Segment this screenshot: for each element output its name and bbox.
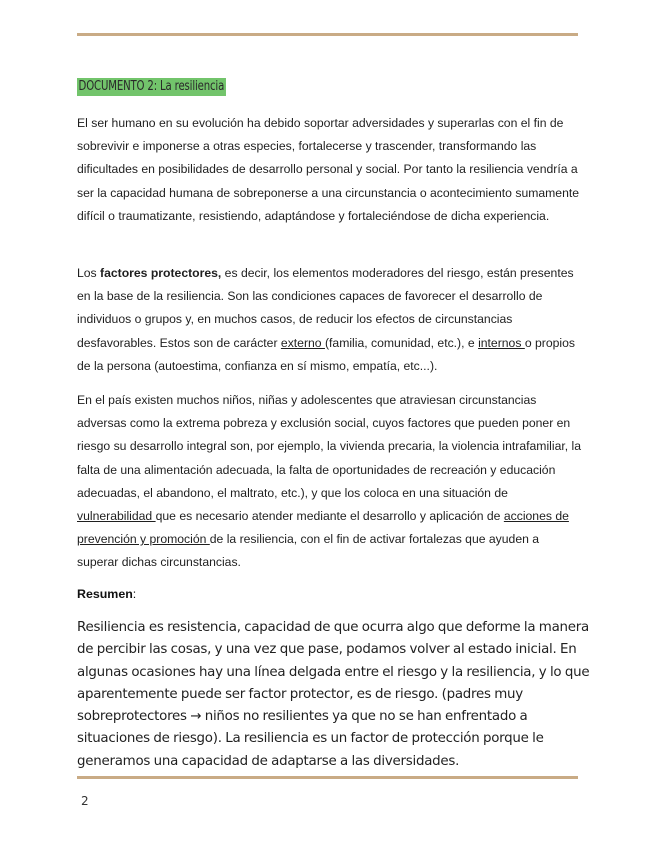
header-rule [77,33,578,36]
p2-text-g: o propios de la persona (autoestima, confianza en sí mismo, empatía, etc...). [77,335,575,373]
p2-text-c: es decir, los elementos moderadores del riesgo, están presentes en la base de la resiliencia. Son las condiciones capaces de favorecer el desarrollo de individuos o grupos y, en muchos casos, de reducir los efectos de circunstancias desfavorables. Estos son de carácter [77,266,574,350]
paragraph-1: El ser humano en su evolución ha debido soportar adversidades y superarlas con el fin de sobrevivir e imponerse a otras especies, fortalecerse y trascender, transformando las dificultades en posibilidades de desarrollo personal y social. Por tanto la resiliencia vendría a ser la capacidad humana de sobreponerse a una circunstancia o acontecimiento sumamente difícil o traumatizante, resistiendo, adaptándose y fortaleciéndose de dicha experiencia. [77,116,580,223]
footer-rule [77,776,578,779]
document-title: DOCUMENTO 2: La resiliencia [78,79,225,94]
resumen-heading [77,585,136,603]
resumen-label: Resumen [77,587,133,601]
resumen-colon: : [132,587,137,601]
p2-bold-factores: factores protectores, [100,266,222,280]
p2-underline-externo: externo [280,335,325,350]
p3-underline-acciones: acciones de prevención y promoción [77,509,569,547]
paragraph-3 [77,389,582,575]
p2-underline-internos: internos [478,335,525,350]
paragraph-2 [77,262,582,378]
p3-text-e: de la resiliencia, con el fin de activar fortalezas que ayuden a superar dichas circunstancias. [77,532,540,570]
p2-text-a: Los [77,266,101,280]
p3-text-c: que es necesario atender mediante el desarrollo y aplicación de [155,509,504,524]
p3-underline-vulnerabilidad: vulnerabilidad [77,509,156,524]
page-number: 2 [81,794,89,808]
p2-text-e: (familia, comunidad, etc.), e [324,335,479,350]
p3-text-a: En el país existen muchos niños, niñas y adolescentes que atraviesan circunstancias adversas como la extrema pobreza y exclusión social, cuyos factores que pueden poner en riesgo su desarrollo integral son, por ejemplo, la vivienda precaria, la violencia intrafamiliar, la falta de una alimentación adecuada, la falta de oportunidades de recreación y educación adecuadas, el abandono, el maltrato, etc.), y que los coloca en una situación de [77,393,582,500]
summary-paragraph: Resiliencia es resistencia, capacidad de que ocurra algo que deforme la manera de percibir las cosas, y una vez que pase, podamos volver al estado inicial. En algunas ocasiones hay una línea delgada entre el riesgo y la resiliencia, y lo que aparentemente puede ser factor protector, es de riesgo. (padres muy sobreprotectores → niños no resilientes ya que no se han enfrentado a situaciones de riesgo). La resiliencia es un factor de protección porque le generamos una capacidad de adaptarse a las diversidades. [77,620,590,769]
